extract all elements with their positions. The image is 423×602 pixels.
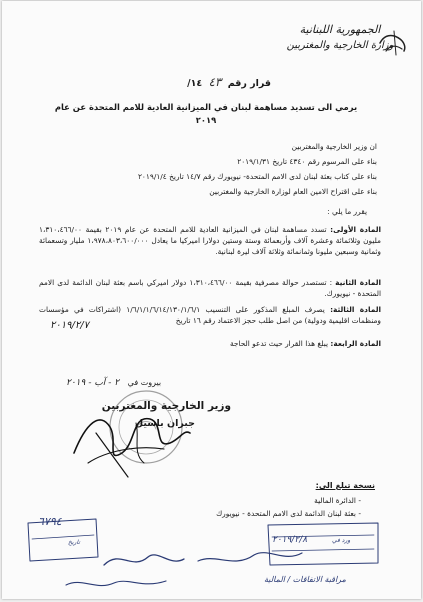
preamble-basis-3: بناء على اقتراح الامين العام لوزارة الخارجية والمغتربين [209,187,377,196]
decision-title [51,101,361,127]
decision-label: قرار رقم [227,78,271,89]
article-1 [39,224,381,258]
registry-number: ٦٧٩٤ [38,515,62,528]
article-3-text: يصرف المبلغ المذكور على التنسيب ١/٦/١/١/٦/١٤/١٣٠/١/٦/١ (اشتراكات في مؤسسات ومنظمات اقليمية ودولية) من اصل طلب حجز الاعتماد رقم ١٦ تاريخ [39,305,381,326]
preamble-basis-2: بناء على كتاب بعثة لبنان لدى الامم المتحدة- نيويورك رقم ١٤/٧ تاريخ ٢٠١٩/١/٤ [137,172,377,181]
article-1-label: المادة الأولى: [330,225,381,234]
state-name: الجمهورية اللبنانية [299,23,381,36]
preamble-basis-1: بناء على المرسوم رقم ٤٣٤٠ تاريخ ٢٠١٩/١/٣١ [237,157,377,166]
article-4-label: المادة الرابعة: [330,339,381,348]
article-4 [39,338,381,349]
article-3 [39,304,381,326]
decision-title-line1: يرمي الى تسديد مساهمة لبنان في الميزانية العادية للامم المتحدة عن عام [54,102,358,112]
signatory-title: وزير الخارجية والمغتربين [101,400,231,412]
article-2 [39,277,381,299]
article-4-text: يبلغ هذا القرار حيث تدعو الحاجة [229,339,329,348]
handwritten-footer-note: مراقبة الاتفاقات / المالية [264,575,346,584]
registry-label: تاريخ [68,539,80,546]
copies-item-1: - الدائرة المالية [314,496,361,505]
preamble-minister: ان وزير الخارجية والمغتربين [291,142,377,151]
decision-title-line2: ٢٠١٩ [195,115,217,125]
article-3-label: المادة الثالثة: [330,305,381,314]
copies-item-2: - بعثة لبنان الدائمة لدى الامم المتحدة - نيويورك [216,509,361,518]
received-label: ورد في [332,537,351,544]
registry-stamp-icon [22,513,102,565]
article-2-label: المادة الثانية [335,278,381,287]
decision-number-suffix: ١٤/ [187,78,203,89]
article-1-text: تسدد مساهمة لبنان في الميزانية العادية للامم المتحدة عن عام ٢٠١٩ بقيمة ١،٣١٠،٤٦٦/٠٠ مليون وثلاثمائة وعشرة آلاف وأربعمائة وستة وستين دولارا اميركيا ما يعادل ١،٩٧٨،٨٠٣،٦٠٠/٠٠٠ مليار وتسعمائة وثمانية وسبعين مليونا وثمانمائة وثلاثة آلاف ليرة لبنانية. [39,225,381,257]
signatory-name: جبران باسيل [134,418,195,429]
decision-number-line [187,75,271,89]
stamp-date: ٢٠١٩/٢/٨ [272,535,308,545]
footer-scribble-icon [62,573,172,595]
decision-number-handwritten: ٤٣ [208,75,222,89]
signature-date-handwritten: ٢ - آب - ٢٠١٩ [66,378,120,388]
signature-place: بيروت في [127,378,162,387]
handwritten-signature-icon [66,393,196,483]
article-3-handwritten-date: ٢٠١٩/٢/٧ [50,320,89,331]
document-page [2,1,421,599]
ministry-name: وزارة الخارجية والمغتربين [286,40,394,51]
preamble-decides: يقرر ما يلي : [327,207,367,216]
copies-title: نسخة تبلغ الى: [315,481,375,490]
article-2-text: : تستصدر حوالة مصرفية بقيمة ١،٣١٠،٤٦٦/٠٠ دولار اميركي باسم بعثة لبنان الدائمة لدى الامم المتحدة - نيويورك. [39,278,381,299]
